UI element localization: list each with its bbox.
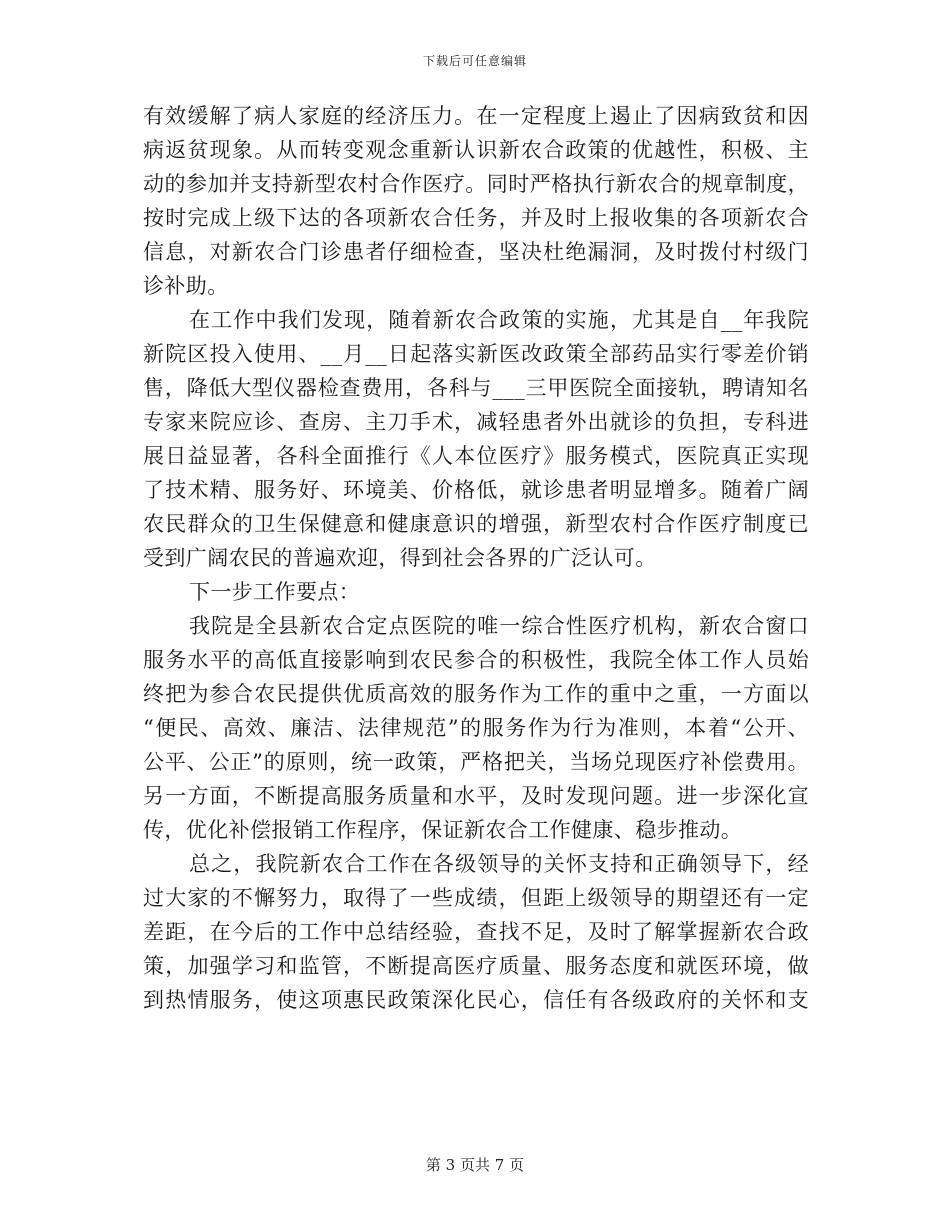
text-line: 诊补助。 — [143, 274, 229, 298]
text-line: 我院是全县新农合定点医院的唯一综合性医疗机构，新农合窗口 — [189, 614, 809, 638]
text-line: 公平、公正”的原则，统一政策，严格把关，当场兑现医疗补偿费用。 — [143, 750, 809, 774]
section-heading: 下一步工作要点： — [189, 580, 361, 604]
page-header-note: 下载后可任意编辑 — [422, 54, 527, 68]
text-line: 差距，在今后的工作中总结经验，查找不足，及时了解掌握新农合政 — [143, 920, 809, 944]
text-line: 传，优化补偿报销工作程序，保证新农合工作健康、稳步推动。 — [143, 818, 743, 842]
text-line: “便民、高效、廉洁、法律规范”的服务作为行为准则，本着“公开、 — [143, 716, 809, 740]
text-line: 策，加强学习和监管，不断提高医疗质量、服务态度和就医环境，做 — [143, 954, 809, 978]
text-line: 动的参加并支持新型农村合作医疗。同时严格执行新农合的规章制度， — [143, 172, 809, 196]
text-line: 展日益显著，各科全面推行《人本位医疗》服务模式，医院真正实现 — [143, 444, 809, 468]
text-line: 过大家的不懈努力，取得了一些成绩，但距上级领导的期望还有一定 — [143, 886, 809, 910]
text-line: 终把为参合农民提供优质高效的服务作为工作的重中之重，一方面以 — [143, 682, 809, 706]
text-line: 新院区投入使用、__月__日起落实新医改政策全部药品实行零差价销 — [143, 342, 809, 366]
text-line: 信息，对新农合门诊患者仔细检查，坚决杜绝漏洞，及时拨付村级门 — [143, 240, 809, 264]
text-line: 服务水平的高低直接影响到农民参合的积极性，我院全体工作人员始 — [143, 648, 809, 672]
text-line: 有效缓解了病人家庭的经济压力。在一定程度上遏止了因病致贫和因 — [143, 104, 809, 128]
text-line: 病返贫现象。从而转变观念重新认识新农合政策的优越性，积极、主 — [143, 138, 809, 162]
page-number: 第 3 页共 7 页 — [425, 1156, 525, 1174]
text-line: 在工作中我们发现，随着新农合政策的实施，尤其是自__年我院 — [189, 308, 809, 332]
document-body — [143, 99, 809, 1017]
text-line: 总之，我院新农合工作在各级领导的关怀支持和正确领导下，经 — [189, 852, 809, 876]
text-line: 专家来院应诊、查房、主刀手术，减轻患者外出就诊的负担，专科进 — [143, 410, 809, 434]
text-line: 受到广阔农民的普遍欢迎，得到社会各界的广泛认可。 — [143, 546, 657, 570]
text-line: 按时完成上级下达的各项新农合任务，并及时上报收集的各项新农合 — [143, 206, 809, 230]
text-line: 农民群众的卫生保健意和健康意识的增强，新型农村合作医疗制度已 — [143, 512, 809, 536]
text-line: 了技术精、服务好、环境美、价格低，就诊患者明显增多。随着广阔 — [143, 478, 809, 502]
text-line: 到热情服务，使这项惠民政策深化民心，信任有各级政府的关怀和支 — [143, 988, 809, 1012]
text-line: 售，降低大型仪器检查费用，各科与___三甲医院全面接轨，聘请知名 — [143, 376, 809, 400]
text-line: 另一方面，不断提高服务质量和水平，及时发现问题。进一步深化宣 — [143, 784, 809, 808]
